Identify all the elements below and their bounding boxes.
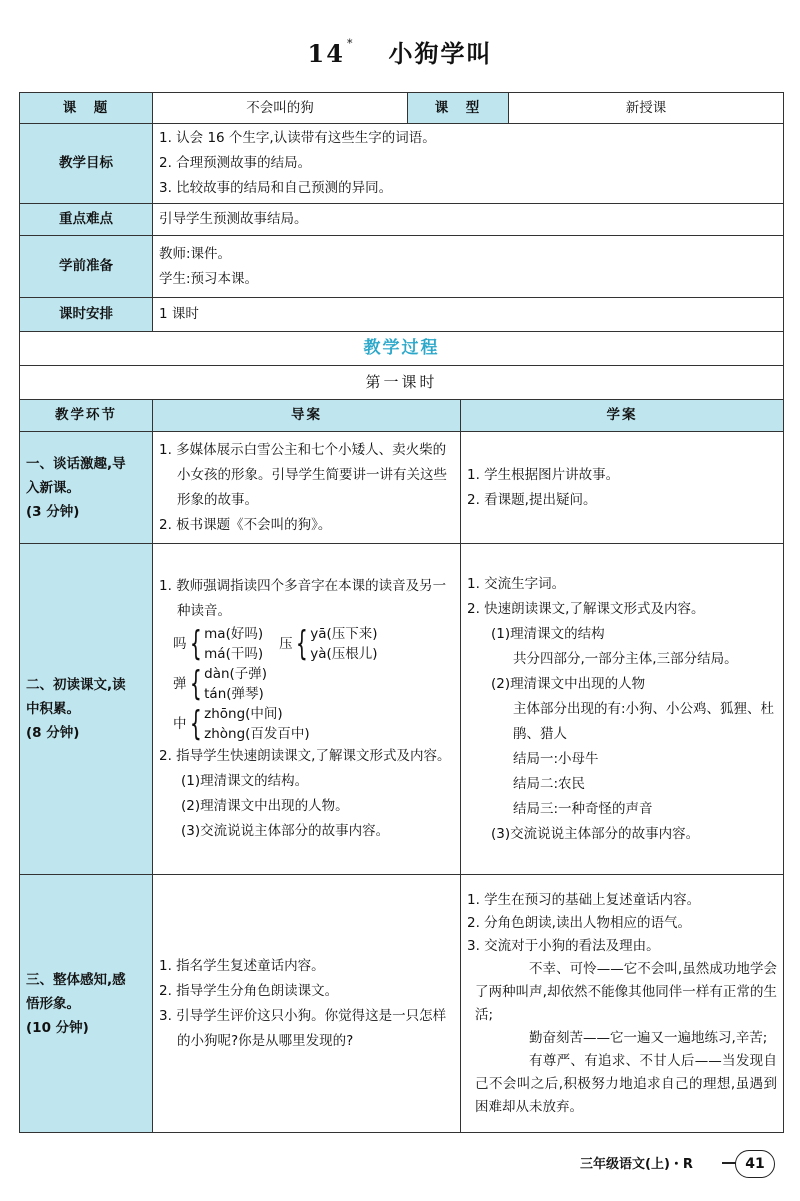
prep-item: 学生:预习本课。 [159,270,259,287]
study-detail: 主体部分出现的有:小狗、小公鸡、狐狸、杜鹃、猎人 [513,700,775,742]
time-value: 1 课时 [153,298,784,332]
stage1-guide [153,432,461,544]
type-value: 新授课 [509,93,784,124]
prep-item: 教师:课件。 [159,245,232,262]
guide-subitem: (2)理清课文中出现的人物。 [181,798,349,814]
study-item: 2. 快速朗读课文,了解课文形式及内容。 [467,600,705,617]
study-item: 1. 学生在预习的基础上复述童话内容。 [467,891,701,908]
prep-list [153,236,784,298]
process-title: 教学过程 [20,332,784,366]
polyphone-dan: 弹 { dàn(子弹) tán(弹琴) [173,664,268,704]
guide-item: 1. 多媒体展示白雪公主和七个小矮人、卖火柴的小女孩的形象。引导学生简要讲一讲有关这些形象的故事。 [159,441,447,508]
study-paragraph: 不幸、可怜——它不会叫,虽然成功地学会了两种叫声,却依然不能像其他同伴一样有正常的生活; [475,960,777,1023]
col-study: 学案 [461,400,784,432]
page-badge-line [722,1162,736,1164]
study-detail: 结局一:小母牛 [513,750,599,767]
study-item: 2. 看课题,提出疑问。 [467,491,597,508]
guide-item: 2. 板书课题《不会叫的狗》。 [159,516,332,533]
page-number: 41 [735,1150,775,1178]
goals-list [153,124,784,204]
study-item: 1. 交流生字词。 [467,575,566,592]
stage3-guide [153,875,461,1133]
stage3-study [461,875,784,1133]
topic-value: 不会叫的狗 [153,93,408,124]
key-label: 重点难点 [20,204,153,236]
stage2-label: 二、初读课文,读 中积累。 (8 分钟) [20,544,153,875]
guide-subitem: (3)交流说说主体部分的故事内容。 [181,823,390,839]
study-paragraph: 有尊严、有追求、不甘人后——当发现自己不会叫之后,积极努力地追求自己的理想,虽遇到困难却从未放弃。 [475,1052,777,1115]
study-detail: 共分四部分,一部分主体,三部分结局。 [513,650,738,667]
topic-label: 课 题 [20,93,153,124]
page-title [0,34,800,69]
study-detail: 结局二:农民 [513,775,586,792]
lesson-plan-table [19,92,784,1133]
goal-item: 2. 合理预测故事的结局。 [159,155,312,171]
study-item: 2. 分角色朗读,读出人物相应的语气。 [467,914,691,931]
type-label: 课 型 [408,93,509,124]
col-stage: 教学环节 [20,400,153,432]
study-detail: 结局三:一种奇怪的声音 [513,800,653,817]
study-subitem: (3)交流说说主体部分的故事内容。 [491,825,700,842]
study-item: 3. 交流对于小狗的看法及理由。 [467,937,660,954]
guide-item: 3. 引导学生评价这只小狗。你觉得这是一只怎样的小狗呢?你是从哪里发现的? [159,1007,447,1049]
time-label: 课时安排 [20,298,153,332]
stage1-label: 一、谈话激趣,导 入新课。 (3 分钟) [20,432,153,544]
guide-subitem: (1)理清课文的结构。 [181,773,309,789]
key-value: 引导学生预测故事结局。 [153,204,784,236]
guide-item: 1. 教师强调指读四个多音字在本课的读音及另一种读音。 [159,578,447,619]
study-subitem: (1)理清课文的结构 [491,625,605,642]
polyphone-ya: 压 { yā(压下来) yà(压根儿) [279,624,378,664]
guide-item: 2. 指导学生快速朗读课文,了解课文形式及内容。 [159,748,451,764]
goal-item: 3. 比较故事的结局和自己预测的异同。 [159,180,393,196]
stage2-study [461,544,784,875]
lesson-number: 14 * [307,37,355,68]
polyphone-zhong: 中 { zhōng(中间) zhòng(百发百中) [173,704,310,744]
stage2-guide [153,544,461,875]
guide-item: 2. 指导学生分角色朗读课文。 [159,982,339,999]
stage1-study [461,432,784,544]
polyphone-ma: 吗 { ma(好吗) má(干吗) [173,624,264,664]
stage3-label: 三、整体感知,感 悟形象。 (10 分钟) [20,875,153,1133]
col-guide: 导案 [153,400,461,432]
goals-label: 教学目标 [20,124,153,204]
study-item: 1. 学生根据图片讲故事。 [467,466,620,483]
lesson-title: 小狗学叫 [388,39,493,68]
prep-label: 学前准备 [20,236,153,298]
book-label: 三年级语文(上)・R [580,1157,693,1172]
guide-item: 1. 指名学生复述童话内容。 [159,957,325,974]
goal-item: 1. 认会 16 个生字,认读带有这些生字的词语。 [159,130,436,146]
study-subitem: (2)理清课文中出现的人物 [491,675,646,692]
study-paragraph: 勤奋刻苦——它一遍又一遍地练习,辛苦; [529,1029,768,1046]
lesson-title: 第一课时 [20,366,784,400]
